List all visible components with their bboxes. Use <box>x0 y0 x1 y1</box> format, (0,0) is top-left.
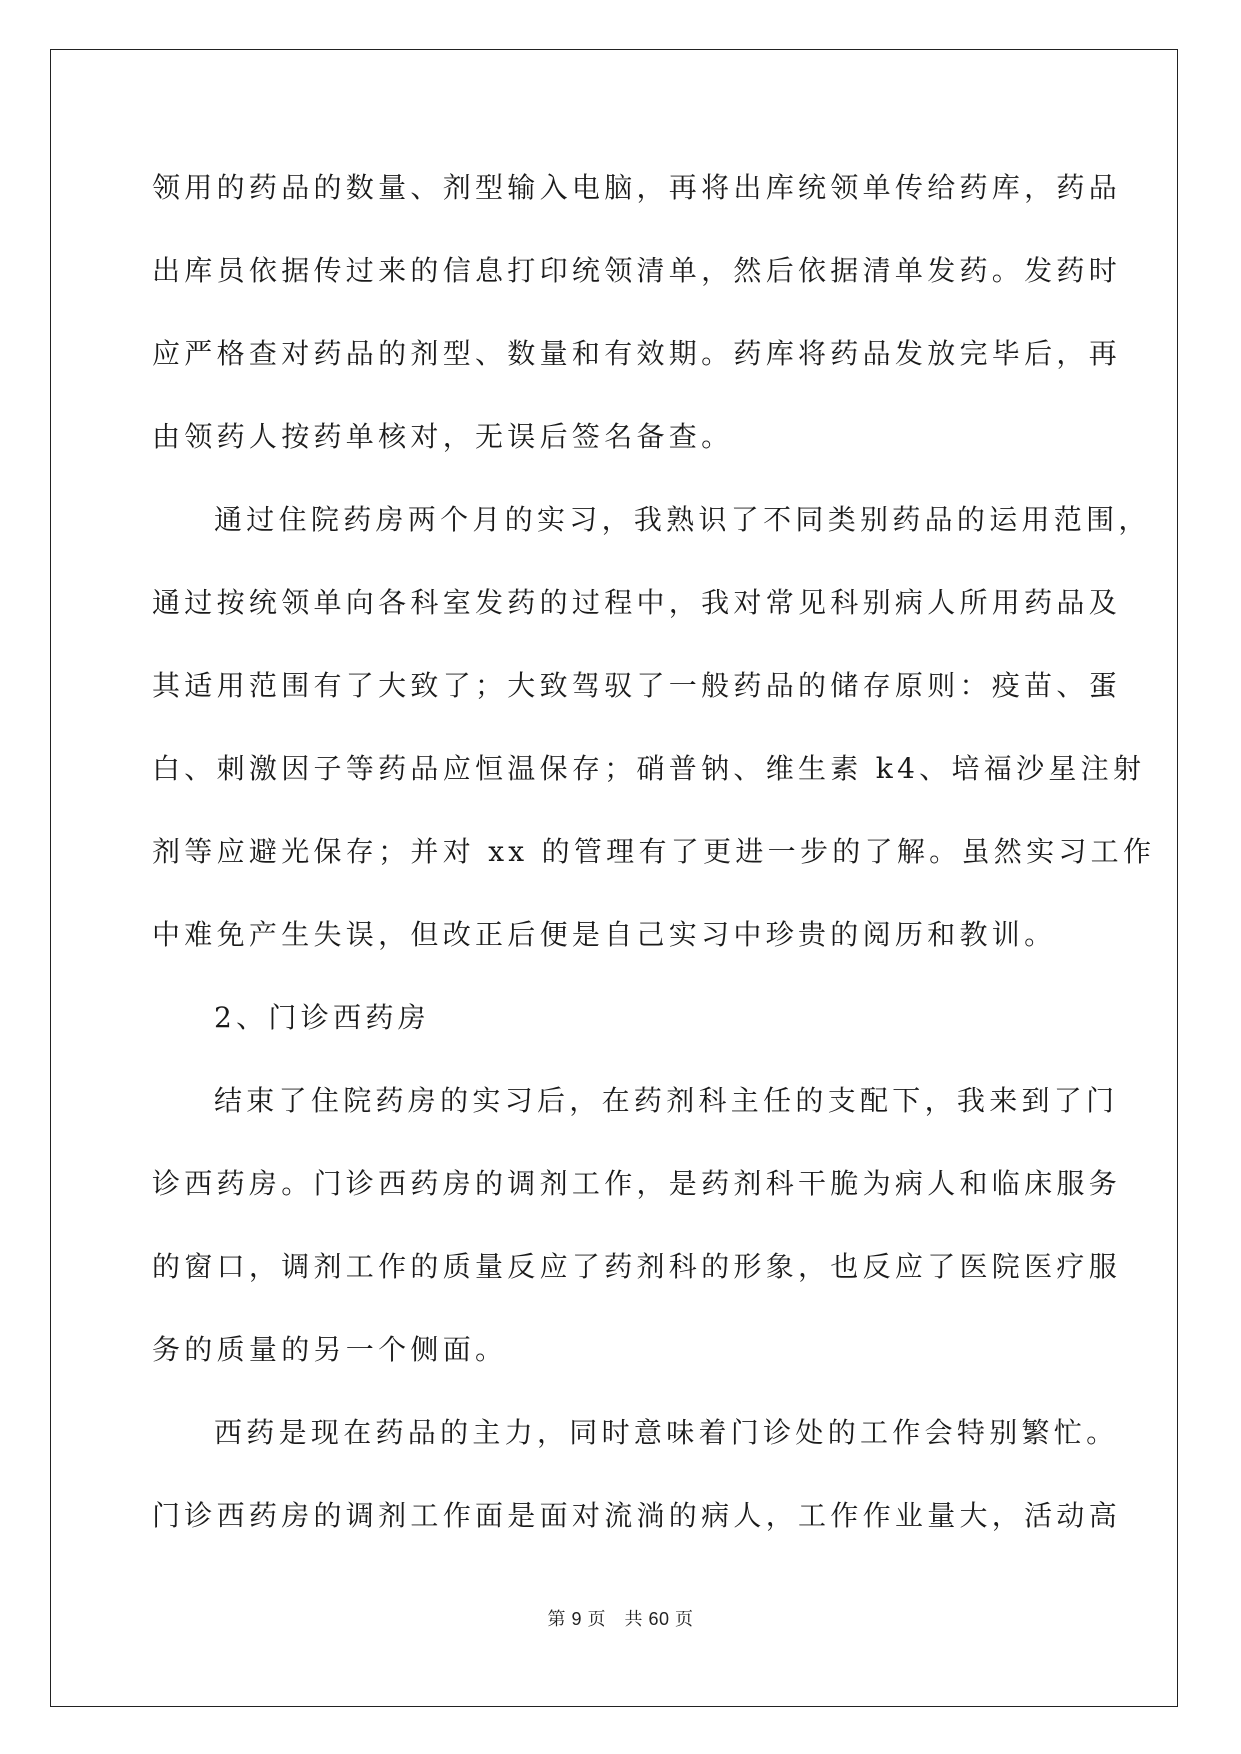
text-line: 剂等应避光保存；并对 xx 的管理有了更进一步的了解。虽然实习工作 <box>152 835 1156 868</box>
text-line: 门诊西药房的调剂工作面是面对流淌的病人，工作作业量大，活动高 <box>152 1499 1122 1532</box>
paragraph-start-line: 结束了住院药房的实习后，在药剂科主任的支配下，我来到了门 <box>214 1084 1119 1117</box>
text-line: 其适用范围有了大致了；大致驾驭了一般药品的储存原则：疫苗、蛋 <box>152 669 1122 702</box>
text-line: 中难免产生失误，但改正后便是自己实习中珍贵的阅历和教训。 <box>152 918 1057 951</box>
text-line: 务的质量的另一个侧面。 <box>152 1333 508 1366</box>
text-line: 诊西药房。门诊西药房的调剂工作，是药剂科干脆为病人和临床服务 <box>152 1167 1122 1200</box>
text-line: 通过按统领单向各科室发药的过程中，我对常见科别病人所用药品及 <box>152 586 1122 619</box>
text-line: 应严格查对药品的剂型、数量和有效期。药库将药品发放完毕后，再 <box>152 337 1122 370</box>
text-line: 出库员依据传过来的信息打印统领清单，然后依据清单发药。发药时 <box>152 254 1122 287</box>
section-heading: 2、门诊西药房 <box>214 1001 430 1034</box>
paragraph-start-line: 西药是现在药品的主力，同时意味着门诊处的工作会特别繁忙。 <box>214 1416 1119 1449</box>
document-body <box>152 160 1156 1571</box>
text-line: 由领药人按药单核对，无误后签名备查。 <box>152 420 734 453</box>
paragraph-start-line: 通过住院药房两个月的实习，我熟识了不同类别药品的运用范围， <box>214 503 1151 536</box>
text-line: 白、刺激因子等药品应恒温保存；硝普钠、维生素 k4、培福沙星注射 <box>152 752 1146 785</box>
text-line: 的窗口，调剂工作的质量反应了药剂科的形象，也反应了医院医疗服 <box>152 1250 1122 1283</box>
page-number: 第 9 页 共 60 页 <box>547 1609 694 1629</box>
text-line: 领用的药品的数量、剂型输入电脑，再将出库统领单传给药库，药品 <box>152 171 1122 204</box>
